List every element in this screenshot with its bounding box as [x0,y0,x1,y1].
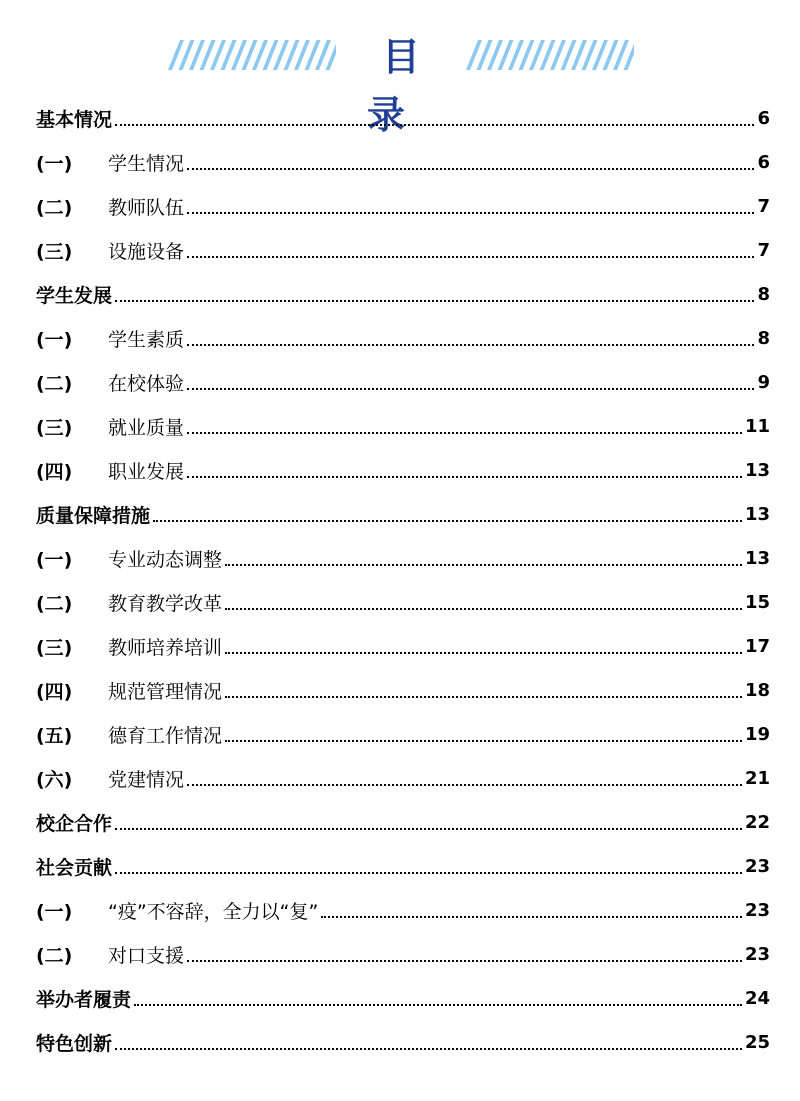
dot-leader [187,784,742,786]
toc-entry[interactable] [36,316,770,360]
toc-entry[interactable] [36,712,770,756]
toc-entry-number: (四) [36,460,73,483]
toc-entry-page: 15 [744,591,770,613]
dot-leader [115,124,754,126]
toc-entry[interactable] [36,1020,770,1064]
toc-entry-page: 25 [744,1031,770,1053]
toc-entry-label: 职业发展 [108,460,185,483]
dot-leader [187,344,754,346]
toc-entry[interactable] [36,888,770,932]
toc-entry[interactable] [36,272,770,316]
dot-leader [187,256,754,258]
toc-entry[interactable] [36,492,770,536]
dot-leader [115,872,742,874]
dot-leader [153,520,742,522]
toc-entry-number: (一) [36,152,73,175]
toc-entry[interactable] [36,844,770,888]
dot-leader [134,1004,742,1006]
toc-entry-page: 21 [744,767,770,789]
toc-entry-number: (二) [36,944,73,967]
toc-entry-label: 社会贡献 [36,856,113,879]
toc-entry-page: 17 [744,635,770,657]
toc-entry-page: 22 [744,811,770,833]
toc-entry-number: (六) [36,768,73,791]
toc-entry-label: 校企合作 [36,812,113,835]
toc-entry-label: 就业质量 [108,416,185,439]
dot-leader [225,652,742,654]
toc-entry-number: (一) [36,900,73,923]
dot-leader [225,740,742,742]
dot-leader [187,476,742,478]
toc-entry[interactable] [36,668,770,712]
toc-entry-number: (三) [36,240,73,263]
toc-entry-page: 11 [744,415,770,437]
decorative-stripes-right [466,40,634,70]
dot-leader [115,828,742,830]
toc-entry-label: 规范管理情况 [108,680,223,703]
toc-entry-label: 党建情况 [108,768,185,791]
toc-entry[interactable] [36,536,770,580]
toc-entry[interactable] [36,756,770,800]
toc-entry-label: 基本情况 [36,108,113,131]
toc-entry-label: 对口支援 [108,944,185,967]
toc-entry-page: 8 [757,283,770,305]
toc-entry-label: 学生情况 [108,152,185,175]
toc-entry-page: 9 [757,371,770,393]
toc-entry-page: 23 [744,899,770,921]
toc-entry-label: “疫”不容辞，全力以“复” [108,900,319,923]
toc-entry-label: 设施设备 [108,240,185,263]
toc-entry-number: (四) [36,680,73,703]
toc-entry-label: 学生素质 [108,328,185,351]
toc-entry[interactable] [36,360,770,404]
toc-entry-page: 6 [757,107,770,129]
dot-leader [187,212,754,214]
toc-entry-label: 教师培养培训 [108,636,223,659]
toc-entry[interactable] [36,96,770,140]
toc-entry-page: 7 [757,239,770,261]
dot-leader [225,696,742,698]
table-of-contents [36,96,770,1064]
toc-entry-label: 教师队伍 [108,196,185,219]
toc-entry[interactable] [36,140,770,184]
page-title: 目 录 [366,35,450,137]
toc-entry-page: 18 [744,679,770,701]
toc-entry-page: 23 [744,855,770,877]
toc-entry-label: 质量保障措施 [36,504,151,527]
dot-leader [321,916,742,918]
toc-entry[interactable] [36,580,770,624]
dot-leader [225,608,742,610]
toc-entry-page: 8 [757,327,770,349]
decorative-stripes-left [168,40,336,70]
toc-entry-page: 13 [744,547,770,569]
toc-entry-label: 学生发展 [36,284,113,307]
dot-leader [187,168,754,170]
toc-entry[interactable] [36,624,770,668]
toc-entry-label: 在校体验 [108,372,185,395]
toc-entry[interactable] [36,228,770,272]
toc-entry[interactable] [36,404,770,448]
toc-entry-number: (五) [36,724,73,747]
toc-entry-page: 24 [744,987,770,1009]
toc-entry-number: (二) [36,372,73,395]
toc-entry[interactable] [36,448,770,492]
toc-entry-page: 6 [757,151,770,173]
toc-entry-page: 7 [757,195,770,217]
dot-leader [187,388,754,390]
toc-entry[interactable] [36,976,770,1020]
toc-entry-number: (一) [36,328,73,351]
toc-entry-page: 13 [744,459,770,481]
toc-entry-label: 特色创新 [36,1032,113,1055]
dot-leader [115,300,754,302]
toc-entry-number: (二) [36,592,73,615]
toc-entry-page: 13 [744,503,770,525]
toc-entry-number: (二) [36,196,73,219]
dot-leader [225,564,742,566]
toc-entry-label: 举办者履责 [36,988,132,1011]
toc-entry-label: 专业动态调整 [108,548,223,571]
toc-entry-number: (一) [36,548,73,571]
toc-entry-page: 19 [744,723,770,745]
toc-entry-page: 23 [744,943,770,965]
toc-entry-label: 教育教学改革 [108,592,223,615]
toc-entry[interactable] [36,800,770,844]
toc-entry-label: 德育工作情况 [108,724,223,747]
toc-entry[interactable] [36,932,770,976]
dot-leader [187,960,742,962]
dot-leader [187,432,742,434]
toc-entry[interactable] [36,184,770,228]
dot-leader [115,1048,742,1050]
toc-entry-number: (三) [36,636,73,659]
toc-entry-number: (三) [36,416,73,439]
